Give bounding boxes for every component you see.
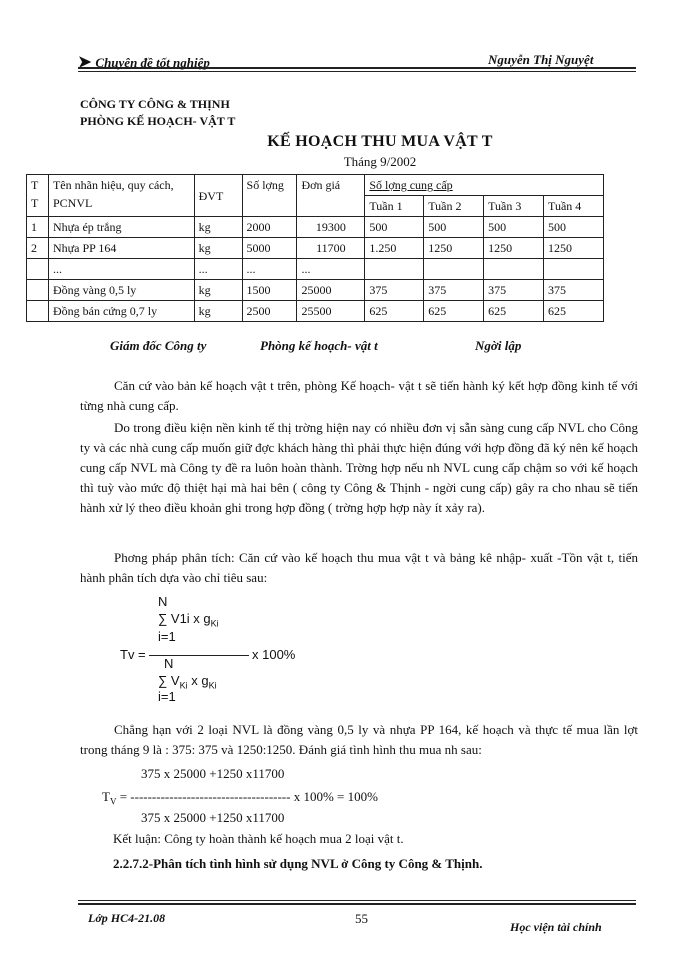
document-subtitle: Tháng 9/2002 — [343, 154, 417, 169]
formula-sum-top-text: V1i x g — [170, 611, 211, 626]
footer-rule-thick — [78, 903, 636, 905]
arrow-icon: ➤ — [78, 54, 92, 71]
formula-sum-bottom-sub-g: Ki — [208, 680, 217, 691]
cell-week-2 — [424, 259, 484, 280]
example-middle: = ------------------------------------- x 100% = 100% — [116, 789, 378, 804]
cell-price: 19300 — [297, 217, 365, 238]
conclusion: Kết luận: Công ty hoàn thành kế hoạch mua 2 loại vật t. — [113, 831, 404, 846]
page-number: 55 — [355, 911, 368, 926]
header-right: Nguyễn Thị Nguyệt — [488, 52, 594, 67]
department-name: PHÒNG KẾ HOẠCH- VẬT T — [80, 114, 236, 128]
table-row — [27, 259, 604, 280]
paragraph-4 — [80, 720, 638, 760]
example-numerator: 375 x 25000 +1250 x11700 — [141, 766, 285, 781]
cell-week-3 — [484, 259, 544, 280]
document-title: KẾ HOẠCH THU MUA VẬT T — [267, 133, 493, 150]
cell-price: ... — [297, 259, 365, 280]
header-price: Đơn giá — [297, 175, 365, 217]
cell-week-3: 625 — [484, 301, 544, 322]
cell-week-2: 375 — [424, 280, 484, 301]
cell-name: ... — [48, 259, 194, 280]
footer-institution: Học viện tài chính — [510, 920, 602, 934]
paragraph-3-text: Phơng pháp phân tích: Căn cứ vào kế hoạch thu mua vật t và bảng kê nhập- xuất -Tồn vật t, tiến hành phân tích dựa vào chỉ tiêu sau: — [80, 550, 638, 585]
formula-sum-bottom-mid: x g — [187, 673, 209, 688]
header-qty: Số lợng — [242, 175, 297, 217]
cell-qty: 2500 — [242, 301, 297, 322]
cell-qty: ... — [242, 259, 297, 280]
cell-unit: ... — [194, 259, 242, 280]
header-rule-thick — [78, 67, 636, 69]
formula-n-top: N — [158, 594, 168, 609]
formula-x100: x 100% — [252, 647, 296, 662]
table-row — [27, 301, 604, 322]
cell-week-4: 1250 — [544, 238, 604, 259]
header-unit: ĐVT — [194, 175, 242, 217]
formula-n-bottom: N — [164, 656, 174, 671]
header-week-1: Tuần 1 — [365, 196, 424, 217]
paragraph-1-text: Căn cứ vào bản kế hoạch vật t trên, phòng Kế hoạch- vật t sẽ tiến hành ký kết hợp đồng kinh tế với từng nhà cung cấp. — [80, 378, 638, 413]
header-week-4: Tuần 4 — [544, 196, 604, 217]
header-week-2: Tuần 2 — [424, 196, 484, 217]
cell-unit: kg — [194, 217, 242, 238]
table-row — [27, 280, 604, 301]
example-lhs-sub: V — [109, 796, 117, 807]
cell-price: 25000 — [297, 280, 365, 301]
example-denominator: 375 x 25000 +1250 x11700 — [141, 810, 285, 825]
sigma-icon: ∑ — [158, 611, 168, 626]
footer-class: Lớp HC4-21.08 — [88, 911, 166, 925]
table-header-row — [27, 175, 604, 196]
paragraph-2 — [80, 418, 638, 518]
signature-preparer: Ngời lập — [475, 338, 522, 353]
cell-week-1: 625 — [365, 301, 424, 322]
formula-lhs: Tv = — [120, 647, 146, 662]
header-name: Tên nhãn hiệu, quy cách, PCNVL — [48, 175, 194, 217]
footer-rule-thin — [78, 900, 636, 901]
header-supply: Số lợng cung cấp — [365, 175, 604, 196]
cell-week-1 — [365, 259, 424, 280]
cell-tt: 2 — [27, 238, 49, 259]
paragraph-3 — [80, 548, 638, 588]
cell-week-4: 375 — [544, 280, 604, 301]
example-lhs: T — [102, 789, 110, 804]
table-row — [27, 217, 604, 238]
cell-week-4 — [544, 259, 604, 280]
company-name: CÔNG TY CÔNG & THỊNH — [80, 97, 230, 111]
signature-director: Giám đốc Công ty — [110, 338, 207, 353]
cell-unit: kg — [194, 238, 242, 259]
cell-week-2: 500 — [424, 217, 484, 238]
formula-i-top: i=1 — [158, 629, 176, 644]
header-left-text: Chuyên đề tốt nghiệp — [95, 55, 210, 70]
cell-name: Nhựa PP 164 — [48, 238, 194, 259]
formula-sum-top-sub: Ki — [210, 618, 219, 629]
cell-week-4: 625 — [544, 301, 604, 322]
header-left — [78, 52, 210, 72]
signature-planning-dept: Phòng kế hoạch- vật t — [260, 338, 378, 353]
cell-tt: 1 — [27, 217, 49, 238]
cell-week-1: 1.250 — [365, 238, 424, 259]
header-rule-thin — [78, 71, 636, 72]
cell-qty: 2000 — [242, 217, 297, 238]
cell-week-1: 500 — [365, 217, 424, 238]
cell-price: 11700 — [297, 238, 365, 259]
cell-week-3: 375 — [484, 280, 544, 301]
section-heading: 2.2.7.2-Phân tích tình hình sử dụng NVL ở Công ty Công & Thịnh. — [113, 856, 483, 871]
table-row — [27, 238, 604, 259]
sigma-icon: ∑ — [158, 673, 168, 688]
cell-name: Đồng vàng 0,5 ly — [48, 280, 194, 301]
paragraph-2-text: Do trong điều kiện nền kinh tế thị trờng hiện nay có nhiều đơn vị sẵn sàng cung cấp NVL cho Công ty và các nhà cung cấp muốn giữ đợc khách hàng thì phải thực hiện đúng với hợp đồng đã ký nên kế hoạch cung cấp NVL mà Công ty đề ra luôn hoàn thành. Trờng hợp nếu nh NVL cung cấp chậm so với kế hoạch thì tuỳ vào mức độ thiệt hại mà hai bên ( công ty Công & Thịnh - ngời cung cấp) gây ra cho nhau sẽ tiến hành xử lý theo điều khoản ghi trong hợp đồng ( trờng hợp hợp này ít xảy ra). — [80, 420, 638, 515]
formula-sum-bottom-sub-v: Ki — [179, 680, 188, 691]
cell-week-2: 625 — [424, 301, 484, 322]
cell-unit: kg — [194, 301, 242, 322]
formula-sum-bottom-v: V — [170, 673, 180, 688]
paragraph-4-text: Chẳng hạn với 2 loại NVL là đồng vàng 0,5 ly và nhựa PP 164, kế hoạch và thực tế mua lần lợt trong tháng 9 là : 375: 375 và 1250:1250. Đánh giá tình hình thu mua nh sau: — [80, 722, 638, 757]
cell-qty: 1500 — [242, 280, 297, 301]
cell-unit: kg — [194, 280, 242, 301]
cell-qty: 5000 — [242, 238, 297, 259]
paragraph-1 — [80, 376, 638, 416]
formula-sum-top — [158, 611, 219, 629]
header-week-3: Tuần 3 — [484, 196, 544, 217]
cell-week-3: 500 — [484, 217, 544, 238]
cell-week-1: 375 — [365, 280, 424, 301]
cell-week-2: 1250 — [424, 238, 484, 259]
formula-sum-bottom — [158, 673, 217, 691]
cell-price: 25500 — [297, 301, 365, 322]
cell-name: Nhựa ép trắng — [48, 217, 194, 238]
cell-week-4: 500 — [544, 217, 604, 238]
cell-name: Đồng bán cứng 0,7 ly — [48, 301, 194, 322]
cell-tt — [27, 301, 49, 322]
example-equation — [102, 789, 378, 807]
cell-tt — [27, 259, 49, 280]
cell-week-3: 1250 — [484, 238, 544, 259]
cell-tt — [27, 280, 49, 301]
header-tt: T T — [27, 175, 49, 217]
purchase-plan-table — [26, 174, 604, 322]
formula-i-bottom: i=1 — [158, 689, 176, 704]
